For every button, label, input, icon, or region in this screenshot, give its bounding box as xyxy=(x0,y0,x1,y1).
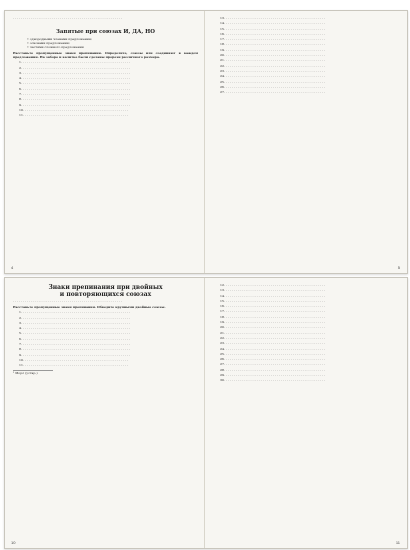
page-4 xyxy=(5,11,205,273)
list-item: 19. . . . . . . . . . . . . . . . . . . . . . . . . . . . . . . . . . . . . . . . . . . . . . . . . . . . xyxy=(220,320,326,325)
list-item: 17. . . . . . . . . . . . . . . . . . . . . . . . . . . . . . . . . . . . . . . . . . . . . . . . . . . . xyxy=(220,309,326,314)
list-item: 27. . . . . . . . . . . . . . . . . . . . . . . . . . . . . . . . . . . . . . . . . . . . . . . . . . . . xyxy=(220,90,326,95)
exercise-list xyxy=(13,61,198,118)
list-item: 17. . . . . . . . . . . . . . . . . . . . . . . . . . . . . . . . . . . . . . . . . . . . . . . . . . . . xyxy=(220,37,326,42)
list-item: 26. . . . . . . . . . . . . . . . . . . . . . . . . . . . . . . . . . . . . . . . . . . . . . . . . . . . xyxy=(220,357,326,362)
list-item: 2. . . . . . . . . . . . . . . . . . . . . . . . . . . . . . . . . . . . . . . . . . . . . . . . . . . . . . . . xyxy=(19,315,131,320)
bullet-item: • частями сложного предложения xyxy=(27,45,84,50)
list-item: 6. . . . . . . . . . . . . . . . . . . . . . . . . . . . . . . . . . . . . . . . . . . . . . . . . . . . . . . . xyxy=(19,336,131,341)
list-item: 3. . . . . . . . . . . . . . . . . . . . . . . . . . . . . . . . . . . . . . . . . . . . . . . . . . . . . . . . xyxy=(19,320,131,325)
list-item: 30. . . . . . . . . . . . . . . . . . . . . . . . . . . . . . . . . . . . . . . . . . . . . . . . . . . . xyxy=(220,378,326,383)
page-number: 5 xyxy=(397,265,400,270)
exercise-list xyxy=(214,17,400,95)
list-item: 25. . . . . . . . . . . . . . . . . . . . . . . . . . . . . . . . . . . . . . . . . . . . . . . . . . . . xyxy=(220,79,326,84)
list-item: 12. . . . . . . . . . . . . . . . . . . . . . . . . . . . . . . . . . . . . . . . . . . . . . . . . . . . xyxy=(220,283,326,287)
list-item: 10. . . . . . . . . . . . . . . . . . . . . . . . . . . . . . . . . . . . . . . . . . . . . . . . . . . . . . xyxy=(19,107,129,112)
list-item: 11. . . . . . . . . . . . . . . . . . . . . . . . . . . . . . . . . . . . . . . . . . . . . . . . . . . . . . xyxy=(19,363,129,368)
list-item: 15. . . . . . . . . . . . . . . . . . . . . . . . . . . . . . . . . . . . . . . . . . . . . . . . . . . . xyxy=(220,298,326,303)
list-item: 16. . . . . . . . . . . . . . . . . . . . . . . . . . . . . . . . . . . . . . . . . . . . . . . . . . . . xyxy=(220,304,326,309)
list-item: 24. . . . . . . . . . . . . . . . . . . . . . . . . . . . . . . . . . . . . . . . . . . . . . . . . . . . xyxy=(220,74,326,79)
list-item: 10. . . . . . . . . . . . . . . . . . . . . . . . . . . . . . . . . . . . . . . . . . . . . . . . . . . . . . xyxy=(19,357,129,362)
list-item: 20. . . . . . . . . . . . . . . . . . . . . . . . . . . . . . . . . . . . . . . . . . . . . . . . . . . . xyxy=(220,53,326,58)
list-item: 13. . . . . . . . . . . . . . . . . . . . . . . . . . . . . . . . . . . . . . . . . . . . . . . . . . . . xyxy=(220,288,326,293)
list-item: 18. . . . . . . . . . . . . . . . . . . . . . . . . . . . . . . . . . . . . . . . . . . . . . . . . . . . xyxy=(220,42,326,47)
list-item: 3. . . . . . . . . . . . . . . . . . . . . . . . . . . . . . . . . . . . . . . . . . . . . . . . . . . . . . . . xyxy=(19,70,131,75)
book-spread-top xyxy=(4,10,408,274)
list-item: 23. . . . . . . . . . . . . . . . . . . . . . . . . . . . . . . . . . . . . . . . . . . . . . . . . . . . xyxy=(220,341,326,346)
list-item: 21. . . . . . . . . . . . . . . . . . . . . . . . . . . . . . . . . . . . . . . . . . . . . . . . . . . . xyxy=(220,58,326,63)
page-number: 10 xyxy=(11,540,16,545)
list-item: 9. . . . . . . . . . . . . . . . . . . . . . . . . . . . . . . . . . . . . . . . . . . . . . . . . . . . . . . . xyxy=(19,352,131,357)
list-item: 14. . . . . . . . . . . . . . . . . . . . . . . . . . . . . . . . . . . . . . . . . . . . . . . . . . . . xyxy=(220,21,326,26)
list-item: 14. . . . . . . . . . . . . . . . . . . . . . . . . . . . . . . . . . . . . . . . . . . . . . . . . . . . xyxy=(220,293,326,298)
list-item: 15. . . . . . . . . . . . . . . . . . . . . . . . . . . . . . . . . . . . . . . . . . . . . . . . . . . . xyxy=(220,26,326,31)
list-item: 6. . . . . . . . . . . . . . . . . . . . . . . . . . . . . . . . . . . . . . . . . . . . . . . . . . . . . . . . xyxy=(19,86,131,91)
list-item: 8. . . . . . . . . . . . . . . . . . . . . . . . . . . . . . . . . . . . . . . . . . . . . . . . . . . . . . . . xyxy=(19,97,131,102)
page-11 xyxy=(206,278,406,548)
book-spread-bottom xyxy=(4,277,408,549)
list-item: 24. . . . . . . . . . . . . . . . . . . . . . . . . . . . . . . . . . . . . . . . . . . . . . . . . . . . xyxy=(220,346,326,351)
list-item: 25. . . . . . . . . . . . . . . . . . . . . . . . . . . . . . . . . . . . . . . . . . . . . . . . . . . . xyxy=(220,351,326,356)
section-title-line2: и повторяющихся союзах xyxy=(59,291,152,298)
section-title-line1: Знаки препинания при двойных xyxy=(48,284,163,291)
exercise-list xyxy=(13,311,198,368)
list-item: 8. . . . . . . . . . . . . . . . . . . . . . . . . . . . . . . . . . . . . . . . . . . . . . . . . . . . . . . . xyxy=(19,347,131,352)
list-item: 20. . . . . . . . . . . . . . . . . . . . . . . . . . . . . . . . . . . . . . . . . . . . . . . . . . . . xyxy=(220,325,326,330)
bullet-list xyxy=(27,38,198,50)
exercise-task: Расставьте пропущенные знаки препинания. Определите, союзы или соединяют в каждом предложении. На заборе и калитке были сделаны прорези различного размера. xyxy=(13,51,198,59)
list-item: 23. . . . . . . . . . . . . . . . . . . . . . . . . . . . . . . . . . . . . . . . . . . . . . . . . . . . xyxy=(220,68,326,73)
footnote: ¹ Моро́ (устар.) xyxy=(13,371,38,376)
list-item: 5. . . . . . . . . . . . . . . . . . . . . . . . . . . . . . . . . . . . . . . . . . . . . . . . . . . . . . . . xyxy=(19,331,131,336)
bullet-item: • однородными членами предложения; xyxy=(27,37,92,42)
exercise-task: Расставьте пропущенные знаки препинания. Обведите крупными двойные союзы. xyxy=(13,304,166,309)
list-item: 13. . . . . . . . . . . . . . . . . . . . . . . . . . . . . . . . . . . . . . . . . . . . . . . . . . . . xyxy=(220,16,326,20)
list-item: 1. . . . . . . . . . . . . . . . . . . . . . . . . . . . . . . . . . . . . . . . . . . . . . . . . . . . . . . . xyxy=(19,60,131,65)
list-item: 7. . . . . . . . . . . . . . . . . . . . . . . . . . . . . . . . . . . . . . . . . . . . . . . . . . . . . . . . xyxy=(19,92,131,97)
list-item: 4. . . . . . . . . . . . . . . . . . . . . . . . . . . . . . . . . . . . . . . . . . . . . . . . . . . . . . . . xyxy=(19,326,131,331)
section-title: Запятые при союзах И, ДА, НО xyxy=(56,28,155,35)
list-item: 9. . . . . . . . . . . . . . . . . . . . . . . . . . . . . . . . . . . . . . . . . . . . . . . . . . . . . . . . xyxy=(19,102,131,107)
list-item: 29. . . . . . . . . . . . . . . . . . . . . . . . . . . . . . . . . . . . . . . . . . . . . . . . . . . . xyxy=(220,373,326,378)
list-item: 22. . . . . . . . . . . . . . . . . . . . . . . . . . . . . . . . . . . . . . . . . . . . . . . . . . . . xyxy=(220,63,326,68)
list-item: 16. . . . . . . . . . . . . . . . . . . . . . . . . . . . . . . . . . . . . . . . . . . . . . . . . . . . xyxy=(220,31,326,36)
list-item: 26. . . . . . . . . . . . . . . . . . . . . . . . . . . . . . . . . . . . . . . . . . . . . . . . . . . . xyxy=(220,84,326,89)
bullet-item: • основами предложения; xyxy=(27,41,70,46)
list-item: 22. . . . . . . . . . . . . . . . . . . . . . . . . . . . . . . . . . . . . . . . . . . . . . . . . . . . xyxy=(220,335,326,340)
page-5 xyxy=(206,11,406,273)
list-item: 19. . . . . . . . . . . . . . . . . . . . . . . . . . . . . . . . . . . . . . . . . . . . . . . . . . . . xyxy=(220,47,326,52)
list-item: 28. . . . . . . . . . . . . . . . . . . . . . . . . . . . . . . . . . . . . . . . . . . . . . . . . . . . xyxy=(220,367,326,372)
list-item: 5. . . . . . . . . . . . . . . . . . . . . . . . . . . . . . . . . . . . . . . . . . . . . . . . . . . . . . . . xyxy=(19,81,131,86)
list-item: 4. . . . . . . . . . . . . . . . . . . . . . . . . . . . . . . . . . . . . . . . . . . . . . . . . . . . . . . . xyxy=(19,76,131,81)
list-item: 27. . . . . . . . . . . . . . . . . . . . . . . . . . . . . . . . . . . . . . . . . . . . . . . . . . . . xyxy=(220,362,326,367)
intro-text: . . . . . . . . . . . . . . . . . . . . . . . . . . . . . . . . . . . . . . . . . . . . . . . . . . . . . . . . xyxy=(13,16,123,20)
list-item: 21. . . . . . . . . . . . . . . . . . . . . . . . . . . . . . . . . . . . . . . . . . . . . . . . . . . . xyxy=(220,330,326,335)
intro-text: . . . . . . . . . . . . . . . . . . . . . . . . . . . . . . . . . . . . . . . . . . . . . . . . . . . . . . . . xyxy=(13,299,123,303)
list-item: 2. . . . . . . . . . . . . . . . . . . . . . . . . . . . . . . . . . . . . . . . . . . . . . . . . . . . . . . . xyxy=(19,65,131,70)
list-item: 7. . . . . . . . . . . . . . . . . . . . . . . . . . . . . . . . . . . . . . . . . . . . . . . . . . . . . . . . xyxy=(19,341,131,346)
exercise-list xyxy=(214,284,400,383)
list-item: 1. . . . . . . . . . . . . . . . . . . . . . . . . . . . . . . . . . . . . . . . . . . . . . . . . . . . . . . . xyxy=(19,310,131,315)
page-number: 4 xyxy=(11,265,14,270)
list-item: 11. . . . . . . . . . . . . . . . . . . . . . . . . . . . . . . . . . . . . . . . . . . . . . . . . . . . . . xyxy=(19,113,129,118)
page-number: 11 xyxy=(395,540,400,545)
list-item: 18. . . . . . . . . . . . . . . . . . . . . . . . . . . . . . . . . . . . . . . . . . . . . . . . . . . . xyxy=(220,314,326,319)
page-10 xyxy=(5,278,205,548)
